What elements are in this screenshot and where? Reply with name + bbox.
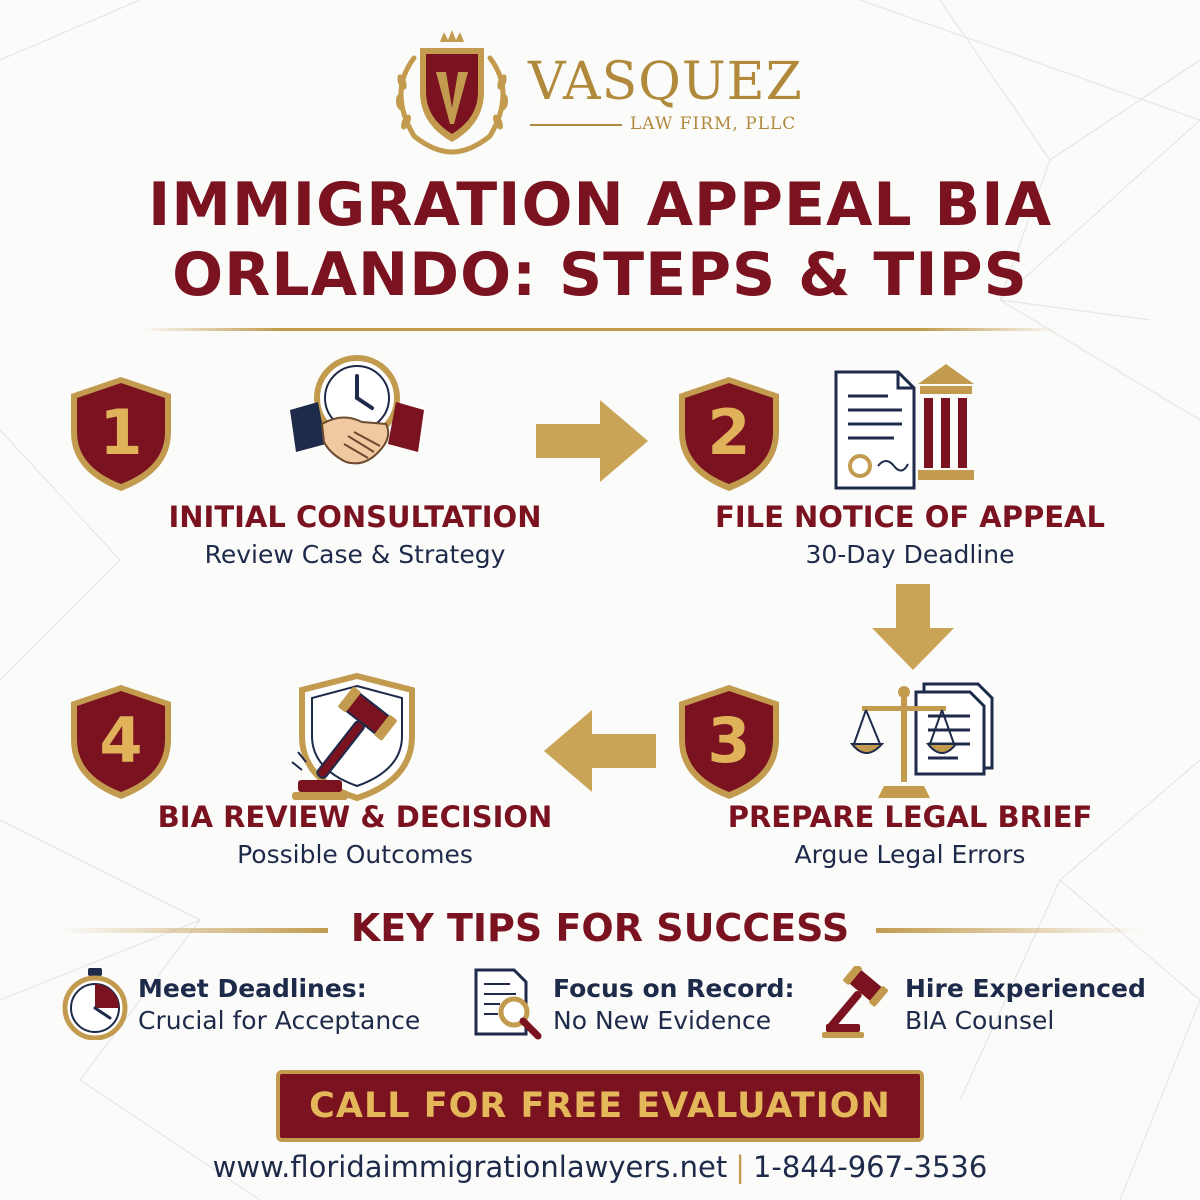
tip-2-subtitle: No New Evidence <box>553 1006 772 1035</box>
phone-link[interactable]: 1-844-967-3536 <box>752 1150 988 1184</box>
step-4-subtitle: Possible Outcomes <box>237 840 473 869</box>
handshake-clock-icon <box>282 352 432 492</box>
step-2-badge <box>676 374 782 494</box>
brand-divider <box>530 124 622 126</box>
arrow-right-icon <box>536 396 656 486</box>
tip-1-title: Meet Deadlines: <box>138 974 367 1003</box>
brand-subtitle: LAW FIRM, PLLC <box>630 114 797 134</box>
tip-1-subtitle: Crucial for Acceptance <box>138 1006 421 1035</box>
step-3-number: 3 <box>707 704 751 777</box>
magnifier-document-icon <box>470 966 544 1040</box>
arrow-down-icon <box>868 584 958 674</box>
tips-divider-left <box>60 928 328 933</box>
brand-name: VASQUEZ <box>528 52 803 112</box>
tip-3-title: Hire Experienced <box>905 974 1146 1003</box>
contact-footer <box>100 1150 1100 1184</box>
document-courthouse-icon <box>828 358 978 498</box>
tip-2-title: Focus on Record: <box>553 974 795 1003</box>
step-2-number: 2 <box>707 396 751 469</box>
title-divider <box>140 328 1060 331</box>
step-1-badge <box>68 374 174 494</box>
law-firm-emblem-icon <box>384 28 520 156</box>
step-3-title: PREPARE LEGAL BRIEF <box>727 800 1093 834</box>
page-title <box>40 170 1160 310</box>
tip-3-subtitle: BIA Counsel <box>905 1006 1055 1035</box>
step-3-subtitle: Argue Legal Errors <box>794 840 1026 869</box>
step-2-title: FILE NOTICE OF APPEAL <box>715 500 1105 534</box>
step-1-number: 1 <box>99 396 143 469</box>
website-link[interactable]: www.floridaimmigrationlawyers.net <box>212 1150 728 1184</box>
step-2-subtitle: 30-Day Deadline <box>805 540 1015 569</box>
tips-divider-right <box>876 928 1144 933</box>
step-4-badge <box>68 682 174 802</box>
gavel-shield-icon <box>282 670 432 810</box>
call-free-evaluation-button[interactable] <box>276 1070 924 1142</box>
step-3-badge <box>676 682 782 802</box>
arrow-left-icon <box>536 706 656 796</box>
tips-heading: KEY TIPS FOR SUCCESS <box>350 906 850 950</box>
stopwatch-icon <box>58 966 132 1040</box>
footer-separator: | <box>735 1150 745 1184</box>
title-line-1: IMMIGRATION APPEAL BIA <box>147 170 1053 240</box>
title-line-2: ORLANDO: STEPS & TIPS <box>172 240 1028 310</box>
step-1-title: INITIAL CONSULTATION <box>168 500 542 534</box>
step-4-title: BIA REVIEW & DECISION <box>157 800 553 834</box>
gavel-icon <box>822 966 896 1040</box>
cta-label: CALL FOR FREE EVALUATION <box>309 1086 891 1126</box>
scales-document-icon <box>846 670 996 810</box>
step-4-number: 4 <box>99 704 143 777</box>
step-1-subtitle: Review Case & Strategy <box>204 540 506 569</box>
